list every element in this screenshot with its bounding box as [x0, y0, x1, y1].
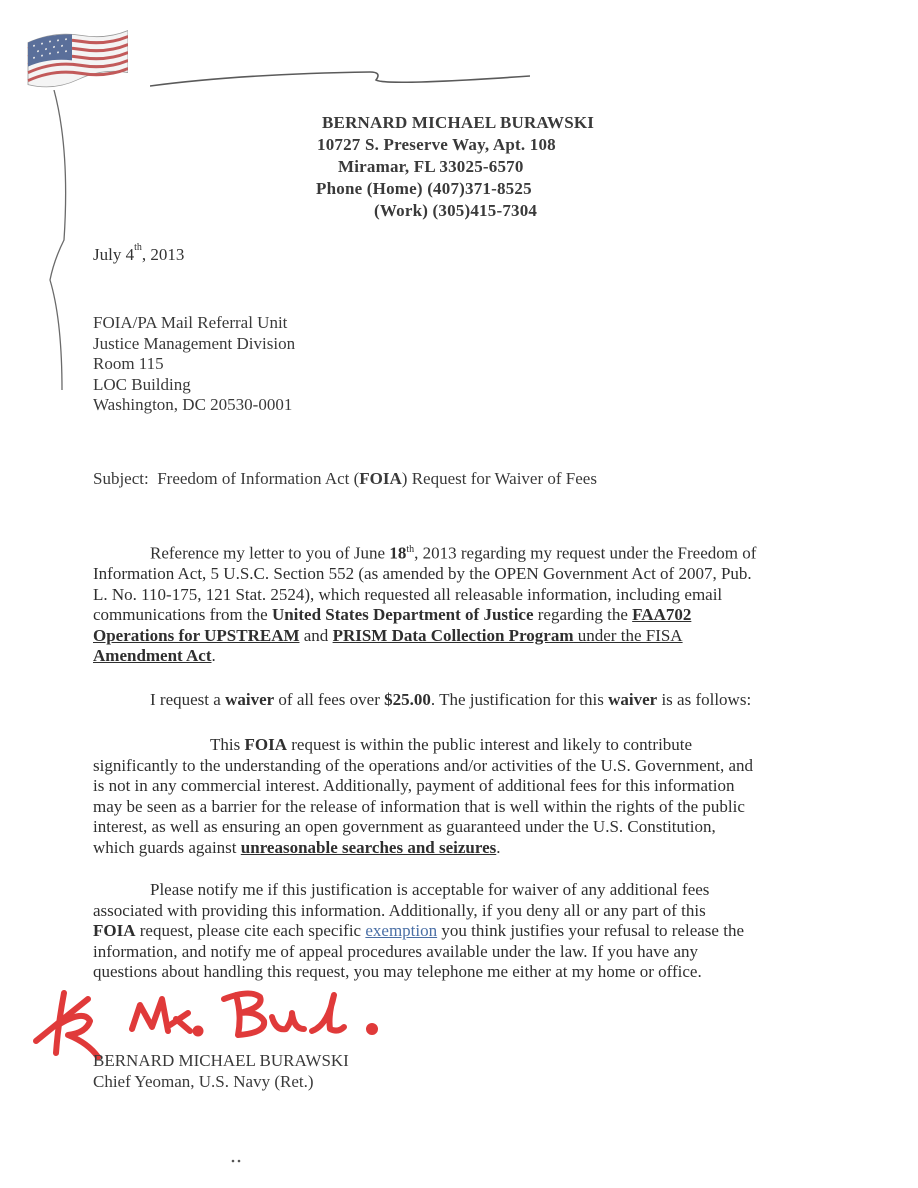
para-line: information, and notify me of appeal procedures available under the law. If you have any: [93, 941, 699, 961]
para-text: is as follows:: [657, 690, 752, 709]
para-bold-underline: Amendment Act: [93, 646, 212, 666]
recipient-line: Justice Management Division: [93, 333, 296, 353]
para-bold-underline: FAA702: [632, 605, 692, 625]
signer-title: Chief Yeoman, U.S. Navy (Ret.): [93, 1072, 314, 1091]
paragraph-reference: [93, 540, 853, 667]
para-text: This: [210, 735, 245, 754]
para-line: questions about handling this request, you may telephone me either at my home or office.: [93, 962, 702, 981]
para-text: I request a: [150, 690, 226, 709]
para-line: interest, as well as ensuring an open government as guaranteed under the U.S. Constitution,: [93, 817, 716, 836]
paragraph-justification: [93, 735, 853, 858]
para-text: you think justifies your refusal to release the: [437, 921, 744, 940]
para-bold: FOIA: [93, 921, 136, 940]
recipient-address: [93, 313, 295, 416]
para-line: L. No. 110-175, 121 Stat. 2524), which requested all releasable information, including email: [93, 584, 723, 604]
letter-date: [93, 242, 185, 265]
para-bold-underline: Operations for UPSTREAM: [93, 625, 300, 645]
para-line: is not in any commercial interest. Additionally, payment of additional fees for this information: [93, 776, 735, 795]
exemption-link[interactable]: exemption: [365, 921, 438, 940]
para-bold: $25.00: [384, 690, 431, 709]
recipient-line: Room 115: [93, 354, 164, 373]
sender-phone-home: Phone (Home) (407)371-8525: [316, 179, 532, 198]
subject-label: Subject:: [93, 469, 149, 488]
letterhead-margin-line: [40, 90, 80, 410]
para-bold: 18: [389, 543, 407, 563]
para-line: associated with providing this information. Additionally, if you deny all or any part of this: [93, 900, 706, 920]
para-bold-underline: PRISM Data Collection Program: [332, 625, 574, 645]
paragraph-notification: [93, 880, 853, 983]
para-text: and: [299, 625, 333, 645]
letterhead-swoosh: [150, 66, 530, 96]
signer-name: BERNARD MICHAEL BURAWSKI: [93, 1051, 349, 1070]
recipient-line: LOC Building: [93, 374, 191, 394]
sender-city: Miramar, FL 33025-6570: [338, 157, 524, 176]
para-sup: th: [406, 544, 415, 555]
para-text: . The justification for this: [430, 690, 609, 709]
subject-line: [93, 469, 597, 489]
para-bold-underline: unreasonable searches and seizures: [240, 837, 497, 857]
date-ordinal: th: [134, 242, 142, 253]
subject-bold: FOIA: [359, 469, 402, 488]
para-text: request, please cite each specific: [135, 921, 366, 940]
date-text: July 4: [93, 245, 135, 264]
letterhead: [300, 112, 720, 222]
recipient-line: Washington, DC 20530-0001: [93, 395, 293, 414]
para-bold: waiver: [608, 690, 658, 709]
para-text: , 2013 regarding my request under the Freedom of: [414, 543, 757, 563]
signature-block: [93, 1050, 349, 1092]
american-flag-icon: [18, 22, 128, 94]
para-bold: waiver: [225, 690, 275, 709]
para-line: may be seen as a barrier for the release of information that is well within the rights of the public: [93, 796, 745, 816]
para-line: Please notify me if this justification is acceptable for waiver of any additional fees: [150, 880, 710, 899]
para-underline: under the FISA: [573, 625, 683, 645]
para-text: Reference my letter to you of June: [150, 543, 390, 563]
para-bold: FOIA: [244, 735, 287, 754]
para-text: communications from the: [93, 605, 272, 625]
para-text: .: [496, 837, 501, 857]
para-text: of all fees over: [274, 690, 385, 709]
paragraph-waiver-request: [93, 690, 853, 711]
para-text: request is within the public interest and likely to contribute: [286, 735, 693, 754]
para-text: .: [211, 646, 216, 666]
recipient-line: FOIA/PA Mail Referral Unit: [93, 313, 288, 332]
sender-name: BERNARD MICHAEL BURAWSKI: [322, 113, 595, 132]
para-text: regarding the: [533, 605, 633, 625]
sender-street: 10727 S. Preserve Way, Apt. 108: [317, 135, 556, 154]
para-bold: United States Department of Justice: [271, 605, 534, 625]
sender-phone-work: (Work) (305)415-7304: [374, 201, 538, 220]
date-year: , 2013: [141, 245, 185, 264]
scan-speck: [230, 1158, 244, 1164]
para-line: significantly to the understanding of the operations and/or activities of the U.S. Government, and: [93, 755, 754, 775]
subject-text: Freedom of Information Act (: [157, 469, 360, 488]
subject-text-end: ) Request for Waiver of Fees: [401, 469, 597, 488]
para-text: which guards against: [93, 837, 241, 857]
para-line: Information Act, 5 U.S.C. Section 552 (as amended by the OPEN Government Act of 2007, Pub.: [93, 564, 752, 584]
